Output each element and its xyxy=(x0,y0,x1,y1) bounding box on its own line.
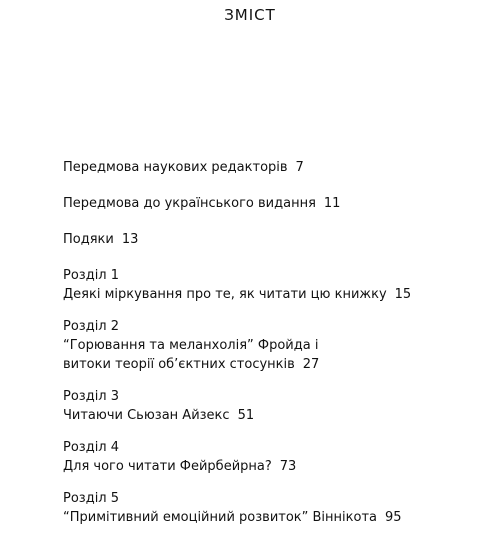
toc-entry-title: Для чого читати Фейрбейрна? xyxy=(63,459,272,474)
toc-chapter-label: Розділ 5 xyxy=(63,491,120,506)
toc-entry-chapter-3[interactable] xyxy=(63,387,483,425)
toc-entry-title: Читаючи Сьюзан Айзекс xyxy=(63,408,230,423)
toc-chapter-label: Розділ 1 xyxy=(63,268,120,283)
toc-entry-text xyxy=(63,285,483,304)
toc-entry-title: Передмова до українського видання xyxy=(63,196,316,211)
toc-entry-acknowledgements[interactable] xyxy=(63,230,483,249)
toc-page-number: 73 xyxy=(279,459,297,474)
toc-entry-editors-foreword[interactable] xyxy=(63,158,483,177)
toc-page-number: 95 xyxy=(385,510,402,525)
toc-entry-text xyxy=(63,457,483,476)
toc-entry-title: витоки теорії об’єктних стосунків xyxy=(63,357,295,372)
toc-page-number: 51 xyxy=(237,408,255,423)
toc-chapter-label: Розділ 4 xyxy=(63,440,120,455)
toc-entry-chapter-5[interactable] xyxy=(63,489,483,527)
toc-page-number: 27 xyxy=(302,357,320,372)
toc-chapter-label: Розділ 3 xyxy=(63,389,120,404)
toc-entry-title: Деякі міркування про те, як читати цю книжку xyxy=(63,287,387,302)
toc-entry-title: Передмова наукових редакторів xyxy=(63,160,288,175)
toc-entry-text xyxy=(63,230,483,249)
toc-entry-chapter-1[interactable] xyxy=(63,266,483,304)
toc-entry-ukrainian-foreword[interactable] xyxy=(63,194,483,213)
contents-title: ЗМІСТ xyxy=(224,6,276,24)
toc-entry-text xyxy=(63,194,483,213)
toc-page-number: 15 xyxy=(394,287,412,302)
toc-entry-chapter-2[interactable] xyxy=(63,317,483,374)
toc-entry-chapter-4[interactable] xyxy=(63,438,483,476)
toc-page-number: 13 xyxy=(121,232,139,247)
toc-page-number: 7 xyxy=(295,160,304,175)
toc-entry-text xyxy=(63,508,483,527)
toc-entry-title-line: “Горювання та меланхолія” Фройда і xyxy=(63,338,319,353)
toc-entry-title: Подяки xyxy=(63,232,114,247)
toc-entry-title: “Примітивний емоційний розвиток” Віннікота xyxy=(63,510,377,525)
toc-entry-text xyxy=(63,158,483,177)
toc-chapter-label: Розділ 2 xyxy=(63,319,120,334)
toc-entry-text xyxy=(63,355,483,374)
table-of-contents xyxy=(63,158,483,540)
toc-entry-text xyxy=(63,406,483,425)
toc-page-number: 11 xyxy=(323,196,341,211)
